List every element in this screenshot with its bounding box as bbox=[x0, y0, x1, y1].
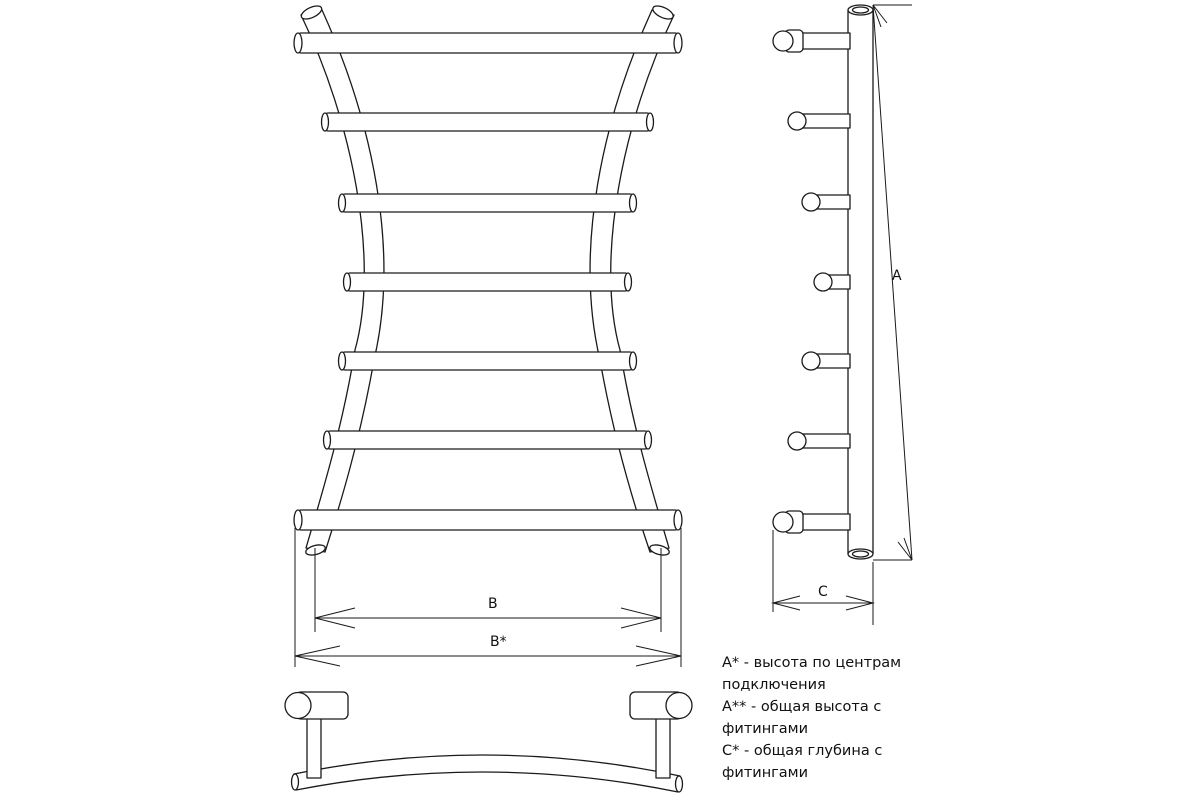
side-view bbox=[773, 5, 912, 625]
side-pipe bbox=[848, 8, 873, 556]
rung-6 bbox=[324, 431, 652, 449]
rung-1 bbox=[294, 33, 682, 53]
rung-3 bbox=[339, 194, 637, 212]
dimension-a bbox=[873, 5, 912, 560]
top-fitting-right bbox=[630, 692, 692, 778]
legend-c-star: C* - общая глубина с фитингами bbox=[722, 743, 883, 781]
legend-a-star: A* - высота по центрам подключения bbox=[722, 655, 902, 693]
rung-2 bbox=[322, 113, 654, 131]
top-curved-bar bbox=[294, 755, 680, 792]
side-rung-3 bbox=[802, 193, 850, 211]
side-rung-6 bbox=[788, 432, 850, 450]
front-view bbox=[294, 3, 682, 667]
rung-5 bbox=[339, 352, 637, 370]
dimension-a-label: A bbox=[892, 268, 902, 284]
side-rung-5 bbox=[802, 352, 850, 370]
side-fitting-bottom bbox=[773, 511, 850, 533]
dimension-c-label: C bbox=[818, 584, 828, 600]
legend-a-double-star: A** - общая высота с фитингами bbox=[722, 699, 882, 737]
rung-7 bbox=[294, 510, 682, 530]
dimension-b-label: B bbox=[488, 596, 498, 612]
side-rung-2 bbox=[788, 112, 850, 130]
dimension-b bbox=[315, 548, 661, 632]
side-rung-4 bbox=[814, 273, 850, 291]
dimension-b-star-label: B* bbox=[490, 634, 507, 650]
legend bbox=[722, 652, 942, 784]
rung-4 bbox=[344, 273, 632, 291]
top-view bbox=[285, 692, 692, 792]
top-fitting-left bbox=[285, 692, 348, 778]
side-fitting-top bbox=[773, 30, 850, 52]
